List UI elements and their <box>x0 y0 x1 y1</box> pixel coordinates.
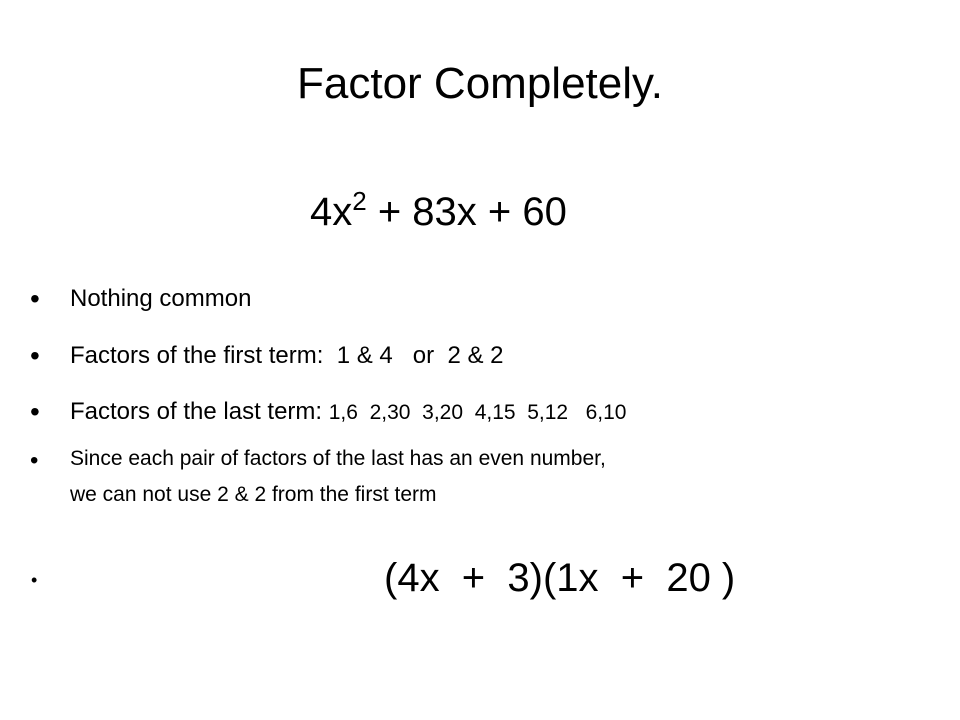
bullet-text-line-1: Since each pair of factors of the last has an even number, <box>70 447 606 470</box>
bullet-marker: • <box>30 340 40 371</box>
bullet-marker: • <box>30 283 40 314</box>
problem-remaining-terms: + 83x + 60 <box>366 190 567 234</box>
problem-leading-term: 4x <box>310 190 353 234</box>
bullet-text: Nothing common <box>70 285 252 312</box>
bullet-text: Factors of the first term: 1 & 4 or 2 & 2 <box>70 342 504 369</box>
bullet-marker: • <box>30 447 39 474</box>
factored-answer: (4x + 3)(1x + 20 ) <box>384 556 736 600</box>
problem-exponent: 2 <box>352 186 367 216</box>
slide-title: Factor Completely. <box>297 59 663 108</box>
bullet-text <box>70 397 626 428</box>
bullet-text-line-2: we can not use 2 & 2 from the first term <box>70 483 437 506</box>
bullet-marker: • <box>31 570 38 590</box>
bullet-marker: • <box>30 396 40 427</box>
last-term-factor-pairs: 1,6 2,30 3,20 4,15 5,12 6,10 <box>328 401 627 424</box>
last-term-lead: Factors of the last term: <box>70 398 329 425</box>
